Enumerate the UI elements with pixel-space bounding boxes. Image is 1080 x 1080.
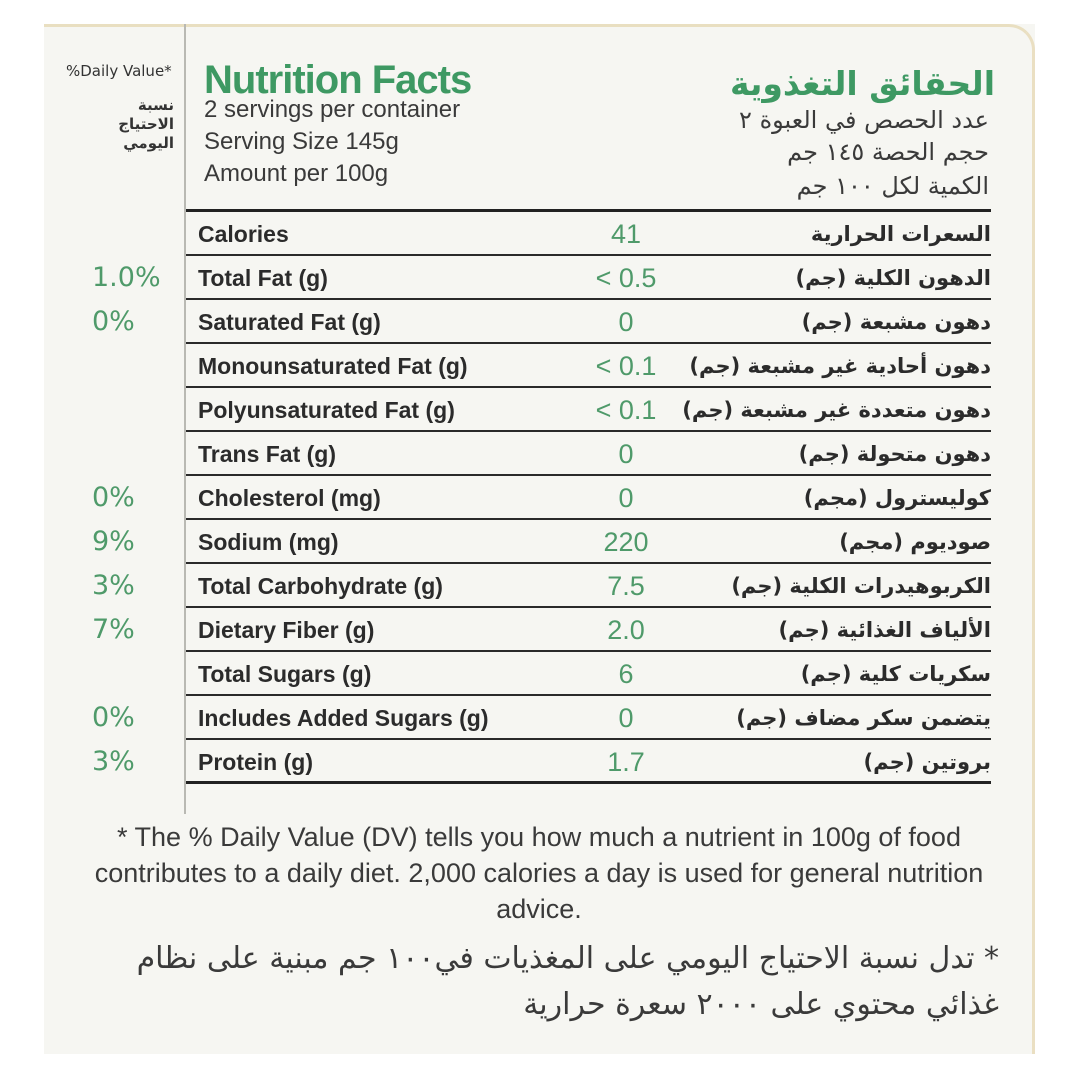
nutrient-row bbox=[186, 432, 991, 476]
title-ar: الحقائق التغذوية bbox=[729, 64, 995, 103]
nutrient-name-en: Total Carbohydrate (g) bbox=[198, 573, 443, 599]
nutrient-value: 220 bbox=[603, 527, 649, 557]
nutrient-row bbox=[186, 212, 991, 256]
nutrient-row bbox=[186, 476, 991, 520]
nutrient-name-ar: بروتين (جم) bbox=[863, 750, 991, 774]
nutrient-row bbox=[186, 652, 991, 696]
nutrient-row bbox=[186, 740, 991, 784]
daily-value-header-ar: نسبة الاحتياج اليومي bbox=[118, 96, 174, 152]
servings-ar: عدد الحصص في العبوة ٢ bbox=[739, 106, 989, 134]
nutrient-name-en: Trans Fat (g) bbox=[198, 441, 337, 467]
daily-value-percent: 7% bbox=[92, 614, 135, 645]
daily-value-percent: 3% bbox=[92, 570, 135, 601]
footnote-en: * The % Daily Value (DV) tells you how much a nutrient in 100g of food contributes to a daily diet. 2,000 calories a day is used for general nutrition advice. bbox=[94, 822, 984, 924]
amount-per-ar: الكمية لكل ١٠٠ جم bbox=[796, 172, 989, 200]
nutrient-name-ar: السعرات الحرارية bbox=[810, 222, 991, 246]
nutrient-name-en: Total Sugars (g) bbox=[198, 661, 372, 687]
daily-value-percent: 1.0% bbox=[92, 262, 161, 293]
nutrient-name-en: Calories bbox=[198, 221, 289, 247]
nutrient-row bbox=[186, 608, 991, 652]
nutrient-name-ar: سكريات كلية (جم) bbox=[800, 662, 991, 686]
nutrient-name-ar: دهون أحادية غير مشبعة (جم) bbox=[689, 354, 991, 378]
nutrient-value: 0 bbox=[618, 307, 634, 337]
nutrient-value: 6 bbox=[618, 659, 634, 689]
nutrient-row bbox=[186, 344, 991, 388]
nutrient-name-ar: صوديوم (مجم) bbox=[839, 530, 991, 554]
nutrient-name-ar: كوليسترول (مجم) bbox=[803, 486, 991, 510]
nutrient-row bbox=[186, 256, 991, 300]
servings-en: 2 servings per container bbox=[204, 96, 461, 123]
nutrient-table bbox=[186, 209, 991, 784]
nutrient-value: 0 bbox=[618, 439, 634, 469]
nutrient-value: 41 bbox=[610, 219, 642, 249]
daily-value-percent: 0% bbox=[92, 702, 135, 733]
nutrient-value: < 0.5 bbox=[595, 263, 657, 293]
daily-value-percent: 3% bbox=[92, 746, 135, 777]
nutrient-name-en: Includes Added Sugars (g) bbox=[198, 705, 489, 731]
daily-value-column bbox=[44, 24, 186, 814]
nutrient-name-ar: دهون متحولة (جم) bbox=[798, 442, 991, 466]
daily-value-percent: 0% bbox=[92, 306, 135, 337]
nutrient-name-en: Saturated Fat (g) bbox=[198, 309, 381, 335]
nutrient-name-en: Polyunsaturated Fat (g) bbox=[198, 397, 455, 423]
nutrition-label bbox=[44, 24, 1035, 1054]
nutrient-name-ar: دهون مشبعة (جم) bbox=[801, 310, 991, 334]
nutrient-row bbox=[186, 388, 991, 432]
title-en: Nutrition Facts bbox=[204, 58, 472, 102]
amount-per-en: Amount per 100g bbox=[204, 160, 389, 187]
daily-value-header-en: %Daily Value* bbox=[66, 62, 172, 80]
footnote-ar: * تدل نسبة الاحتياج اليومي على المغذيات في١٠٠ جم مبنية على نظام غذائي محتوي على ٢٠٠٠ سعرة حرارية bbox=[136, 941, 999, 1022]
nutrient-name-ar: الدهون الكلية (جم) bbox=[795, 266, 991, 290]
nutrient-name-en: Cholesterol (mg) bbox=[198, 485, 381, 511]
nutrient-name-ar: الألياف الغذائية (جم) bbox=[778, 618, 991, 642]
nutrient-value: 7.5 bbox=[607, 571, 645, 601]
nutrient-value: 0 bbox=[618, 703, 634, 733]
nutrient-value: < 0.1 bbox=[595, 351, 657, 381]
nutrient-name-en: Protein (g) bbox=[198, 749, 313, 775]
nutrient-name-ar: يتضمن سكر مضاف (جم) bbox=[736, 706, 991, 730]
nutrient-row bbox=[186, 696, 991, 740]
nutrient-value: 0 bbox=[618, 483, 634, 513]
nutrient-name-en: Total Fat (g) bbox=[198, 265, 328, 291]
nutrient-name-en: Monounsaturated Fat (g) bbox=[198, 353, 468, 379]
nutrient-name-en: Dietary Fiber (g) bbox=[198, 617, 375, 643]
daily-value-percent: 9% bbox=[92, 526, 135, 557]
nutrient-row bbox=[186, 300, 991, 344]
daily-value-percent: 0% bbox=[92, 482, 135, 513]
nutrient-name-en: Sodium (mg) bbox=[198, 529, 339, 555]
nutrient-row bbox=[186, 520, 991, 564]
nutrient-value: 2.0 bbox=[607, 615, 645, 645]
nutrient-name-ar: الكربوهيدرات الكلية (جم) bbox=[731, 574, 991, 598]
nutrient-row bbox=[186, 564, 991, 608]
nutrient-value: < 0.1 bbox=[595, 395, 657, 425]
nutrient-name-ar: دهون متعددة غير مشبعة (جم) bbox=[682, 398, 991, 422]
nutrient-value: 1.7 bbox=[607, 747, 645, 777]
serving-size-en: Serving Size 145g bbox=[204, 128, 399, 155]
serving-size-ar: حجم الحصة ١٤٥ جم bbox=[787, 138, 989, 166]
